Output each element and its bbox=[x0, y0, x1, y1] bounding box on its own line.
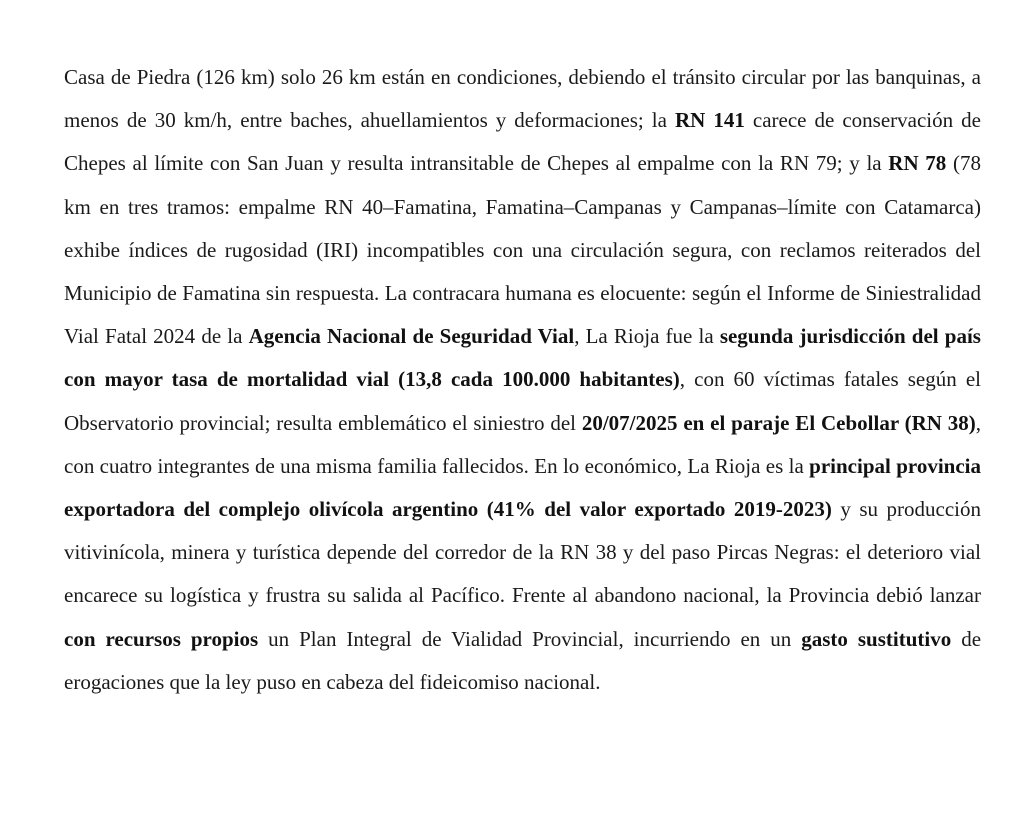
bold-segment-own-resources: con recursos propios bbox=[64, 626, 259, 651]
text-segment: de erogaciones que la ley puso en cabeza del fideicomiso nacional. bbox=[64, 626, 982, 694]
text-segment: Casa de Piedra (126 km) solo 26 km están en condiciones, debiendo el tránsito circular por las banquinas, a menos de 30 km/h, entre baches, ahuellamientos y deformaciones; la bbox=[64, 65, 981, 133]
text-segment: y su producción vitivinícola, minera y turística depende del corredor de la RN 38 y del paso Pircas Negras: el deterioro vial encarece su logística y frustra su salida al Pacífico. Frente al abandono nacional, la Provincia debió lanzar bbox=[64, 497, 981, 608]
body-paragraph bbox=[64, 56, 981, 704]
bold-segment-mortality: segunda jurisdicción del país con mayor tasa de mortalidad vial (13,8 cada 100.000 habitantes) bbox=[64, 324, 981, 392]
text-segment: , con 60 víctimas fatales según el Observatorio provincial; resulta emblemático el siniestro del bbox=[64, 367, 981, 435]
bold-segment-rn-141: RN 141 bbox=[674, 108, 745, 133]
bold-segment-olive-exports: principal provincia exportadora del complejo olivícola argentino (41% del valor exportado 2019-2023) bbox=[64, 453, 981, 522]
text-segment: , La Rioja fue la bbox=[574, 324, 720, 349]
bold-segment-substitute-spending: gasto sustitutivo bbox=[801, 626, 952, 651]
text-segment: carece de conservación de Chepes al límite con San Juan y resulta intransitable de Chepes al empalme con la RN 79; y la bbox=[64, 108, 981, 176]
text-segment: , con cuatro integrantes de una misma familia fallecidos. En lo económico, La Rioja es la bbox=[64, 410, 981, 478]
document-page bbox=[64, 56, 981, 704]
bold-segment-agency: Agencia Nacional de Seguridad Vial bbox=[248, 324, 575, 349]
text-segment: (78 km en tres tramos: empalme RN 40–Famatina, Famatina–Campanas y Campanas–límite con Catamarca) exhibe índices de rugosidad (IRI) incompatibles con una circulación segura, con reclamos reiterados del Municipio de Famatina sin respuesta. La contracara humana es elocuente: según el Informe de Siniestralidad Vial Fatal 2024 de la bbox=[64, 151, 981, 349]
text-segment: un Plan Integral de Vialidad Provincial, incurriendo en un bbox=[258, 626, 802, 651]
bold-segment-rn-78: RN 78 bbox=[888, 151, 947, 176]
bold-segment-crash-date: 20/07/2025 en el paraje El Cebollar (RN 38) bbox=[581, 410, 976, 435]
